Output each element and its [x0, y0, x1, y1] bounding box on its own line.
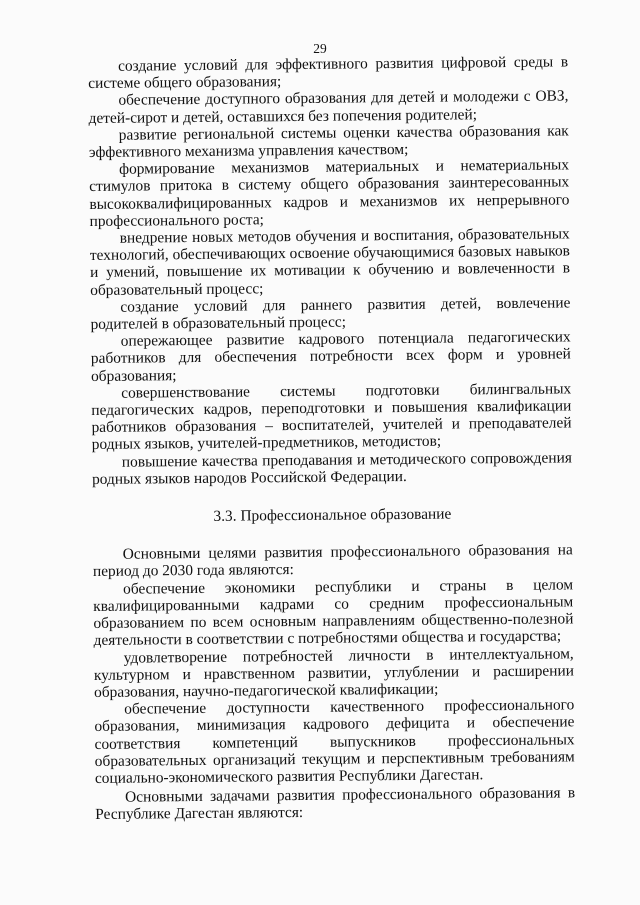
page-number: 29 — [313, 41, 327, 56]
list-item: опережающее развитие кадрового потенциала педагогических работников для обеспечения потребности всех форм и уровней образования; — [90, 328, 571, 385]
list-item: создание условий для эффективного развития цифровой среды в системе общего образования; — [88, 53, 569, 93]
list-item: удовлетворение потребностей личности в интеллектуальном, культурном и нравственном развитии, углублении и расширении образования, научно-педагогической квалификации; — [93, 644, 574, 701]
list-item: создание условий для раннего развития детей, вовлечение родителей в образовательный процесс; — [90, 294, 571, 334]
section-heading: 3.3. Профессиональное образование — [213, 505, 452, 525]
list-item: обеспечение доступности качественного профессионального образования, минимизация кадрового дефицита и обеспечение соответствия компетенций выпускников профессиональных образовательных организаций текущим и перспективным требованиям социально-экономического развития Республики Дагестан. — [94, 696, 575, 787]
list-item: формирование механизмов материальных и нематериальных стимулов притока в систему общего образования заинтересованных высококвалифицированных кадров и механизмов их непрерывного профессионального роста; — [89, 156, 570, 230]
list-item: развитие региональной системы оценки качества образования как эффективного механизма управления качеством; — [88, 122, 569, 162]
list-item: обеспечение доступного образования для детей и молодежи с ОВЗ, детей-сирот и детей, оставшихся без попечения родителей; — [88, 87, 569, 127]
page-body — [88, 53, 575, 823]
list-item: внедрение новых методов обучения и воспитания, образовательных технологий, обеспечивающих освоение обучающимися базовых навыков и умений, повышение их мотивации к обучению и вовлеченности в образовательный процесс; — [89, 225, 571, 299]
list-item: повышение качества преподавания и методического сопровождения родных языков народов Российской Федерации. — [91, 449, 572, 488]
list-item: обеспечение экономики республики и страны в целом квалифицированными кадрами со средним профессиональным образованием по всем основным направлениям общественно-полезной деятельности в соответствии с потребностями общества и государства; — [93, 576, 574, 650]
paragraph: Основными задачами развития профессионального образования в Республике Дагестан являются: — [95, 784, 576, 824]
paragraph: Основными целями развития профессионального образования на период до 2030 года являются: — [92, 541, 573, 581]
list-item: совершенствование системы подготовки билингвальных педагогических кадров, переподготовки и повышения квалификации работников образования – воспитателей, учителей и преподавателей родных языков, учителей-предметников, методистов; — [91, 380, 572, 454]
